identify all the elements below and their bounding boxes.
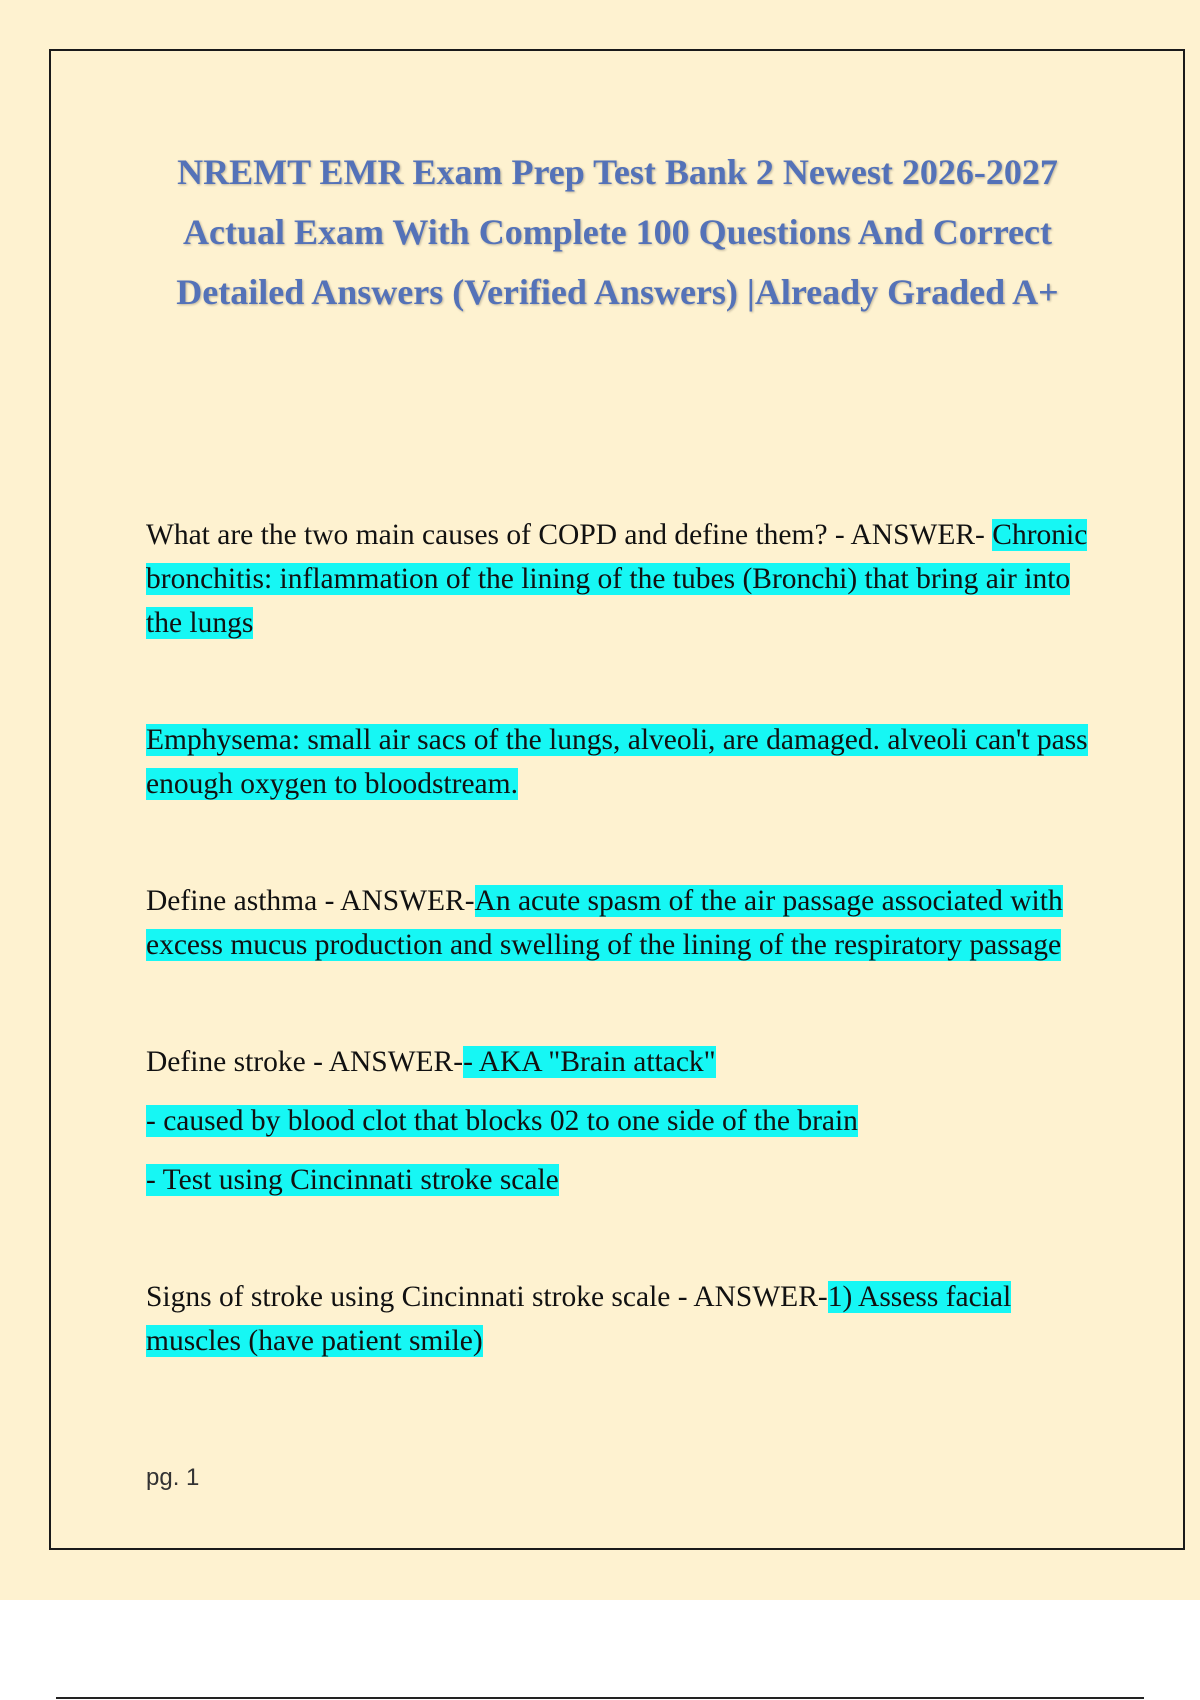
- answer-text: - Test using Cincinnati stroke scale: [146, 1164, 559, 1196]
- answer-text: - caused by blood clot that blocks 02 to one side of the brain: [146, 1105, 858, 1137]
- question-text: What are the two main causes of COPD and define them? - ANSWER-: [146, 519, 985, 551]
- answer-text: - AKA "Brain attack": [463, 1046, 716, 1078]
- answer-text: 1) Assess facial muscles (have patient smile): [146, 1281, 1012, 1357]
- qa-item-asthma: [146, 879, 1101, 967]
- qa-content: [146, 513, 1101, 1363]
- answer-line: [146, 1158, 1101, 1202]
- question-text: Define asthma - ANSWER-: [146, 885, 475, 917]
- answer-text: Chronic bronchitis: inflammation of the lining of the tubes (Bronchi) that bring air into the lungs: [146, 519, 1088, 639]
- page-number: pg. 1: [146, 1464, 200, 1491]
- answer-text: An acute spasm of the air passage associated with excess mucus production and swelling of the lining of the respiratory passage: [146, 885, 1063, 961]
- divider: [56, 1697, 1144, 1699]
- answer-line: [146, 1099, 1101, 1143]
- qa-item-cincinnati: [146, 1275, 1101, 1363]
- document-title: NREMT EMR Exam Prep Test Bank 2 Newest 2026-2027 Actual Exam With Complete 100 Questions And Correct Detailed Answers (Verified Answers) |Already Graded A+: [176, 152, 1059, 312]
- qa-item-stroke: [146, 1040, 1101, 1202]
- question-text: Signs of stroke using Cincinnati stroke scale - ANSWER-: [146, 1281, 828, 1313]
- question-text: Define stroke - ANSWER-: [146, 1046, 464, 1078]
- answer-text: Emphysema: small air sacs of the lungs, alveoli, are damaged. alveoli can't pass enough oxygen to bloodstream.: [146, 724, 1088, 800]
- answer-line: [146, 1040, 1101, 1084]
- qa-item-copd: [146, 513, 1101, 645]
- qa-item-copd-continued: [146, 718, 1101, 806]
